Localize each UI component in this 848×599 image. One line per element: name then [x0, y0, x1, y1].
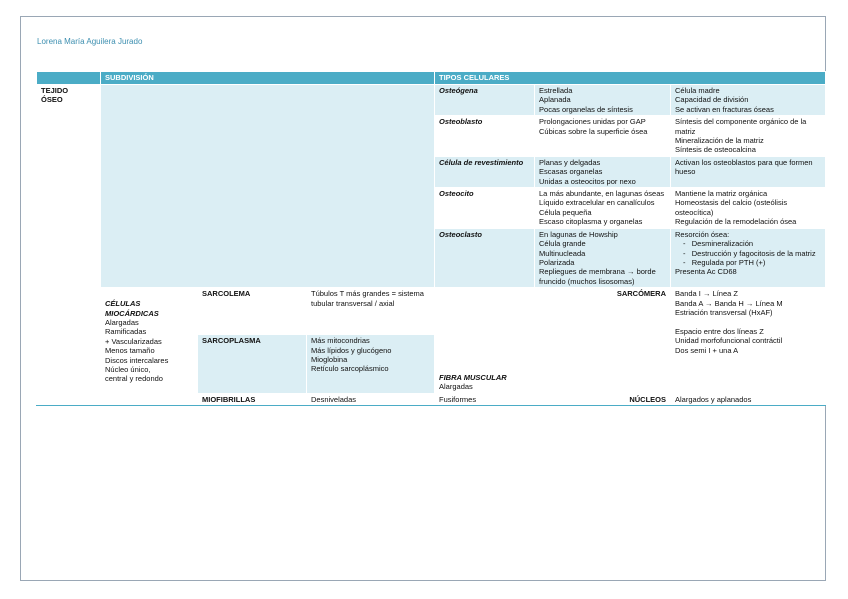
sarcolema-label: SARCOLEMA [198, 288, 307, 335]
header-tipos-celulares: TIPOS CELULARES [435, 72, 826, 85]
header-subdivision: SUBDIVISIÓN [101, 72, 435, 85]
sarcolema-text: Túbulos T más grandes = sistema tubular transversal / axial [307, 288, 435, 335]
fibra-trait: Fusiformes [435, 393, 535, 405]
fibra-muscular: FIBRA MUSCULAR Alargadas [435, 288, 535, 394]
cell-name: Osteoclasto [435, 228, 535, 287]
cell-name: Osteoblasto [435, 116, 535, 157]
cell-features: En lagunas de Howship Célula grande Multinucleada Polarizada Repliegues de membrana → borde fruncido (muchos lisosomas) [535, 228, 671, 287]
cell-features: La más abundante, en lagunas óseas Líquido extracelular en canalículos Célula pequeña Escaso citoplasma y organelas [535, 188, 671, 229]
histology-table [36, 71, 826, 406]
sarcoplasma-text: Más mitocondrias Más lípidos y glucógeno Mioglobina Retículo sarcoplásmico [307, 335, 435, 394]
sarcomera-label: SARCÓMERA [535, 288, 671, 394]
oseo-subdivision-empty [101, 85, 435, 288]
miofibrillas-label: MIOFIBRILLAS [198, 393, 307, 405]
cardiac-cells: CÉLULAS MIOCÁRDICAS Alargadas Ramificadas + Vascularizadas Menos tamaño Discos intercalares Núcleo único, central y redondo [101, 288, 198, 406]
muscle-blank [37, 288, 101, 406]
nucleos-label: NÚCLEOS [535, 393, 671, 405]
cell-functions: Activan los osteoblastos para que formen hueso [671, 156, 826, 187]
cell-name: Osteógena [435, 85, 535, 116]
table-row [37, 288, 826, 335]
list-item: - Destrucción y fagocitosis de la matriz [683, 248, 816, 258]
tejido-oseo-label: TEJIDO ÓSEO [37, 85, 101, 288]
header-row [37, 72, 826, 85]
table-row [37, 85, 826, 116]
header-blank [37, 72, 101, 85]
cell-name: Osteocito [435, 188, 535, 229]
cell-functions: Mantiene la matriz orgánica Homeostasis del calcio (osteólisis osteocítica) Regulación de la remodelación ósea [671, 188, 826, 229]
list-item: - Regulada por PTH (+) [683, 257, 766, 267]
cell-features: Prolongaciones unidas por GAP Cúbicas sobre la superficie ósea [535, 116, 671, 157]
cell-functions: Síntesis del componente orgánico de la matriz Mineralización de la matriz Síntesis de osteocalcina [671, 116, 826, 157]
cell-functions: Célula madre Capacidad de división Se activan en fracturas óseas [671, 85, 826, 116]
nucleos-text: Alargados y aplanados [671, 393, 826, 405]
miofibrillas-text: Desniveladas [307, 393, 435, 405]
cell-features: Estrellada Aplanada Pocas organelas de síntesis [535, 85, 671, 116]
cell-features: Planas y delgadas Escasas organelas Unidas a osteocitos por nexo [535, 156, 671, 187]
cell-functions: Resorción ósea: - Desmineralización - Destrucción y fagocitosis de la matriz - Regulada por PTH (+) Presenta Ac CD68 [671, 228, 826, 287]
author-name: Lorena María Aguilera Jurado [37, 37, 143, 46]
sarcoplasma-label: SARCOPLASMA [198, 335, 307, 394]
list-item: - Desmineralización [683, 239, 754, 249]
sarcomera-text: Banda I → Línea Z Banda A → Banda H → Línea M Estriación transversal (HxAF) Espacio entre dos líneas Z Unidad morfofuncional contráctil Dos semi I + una A [671, 288, 826, 394]
cell-name: Célula de revestimiento [435, 156, 535, 187]
